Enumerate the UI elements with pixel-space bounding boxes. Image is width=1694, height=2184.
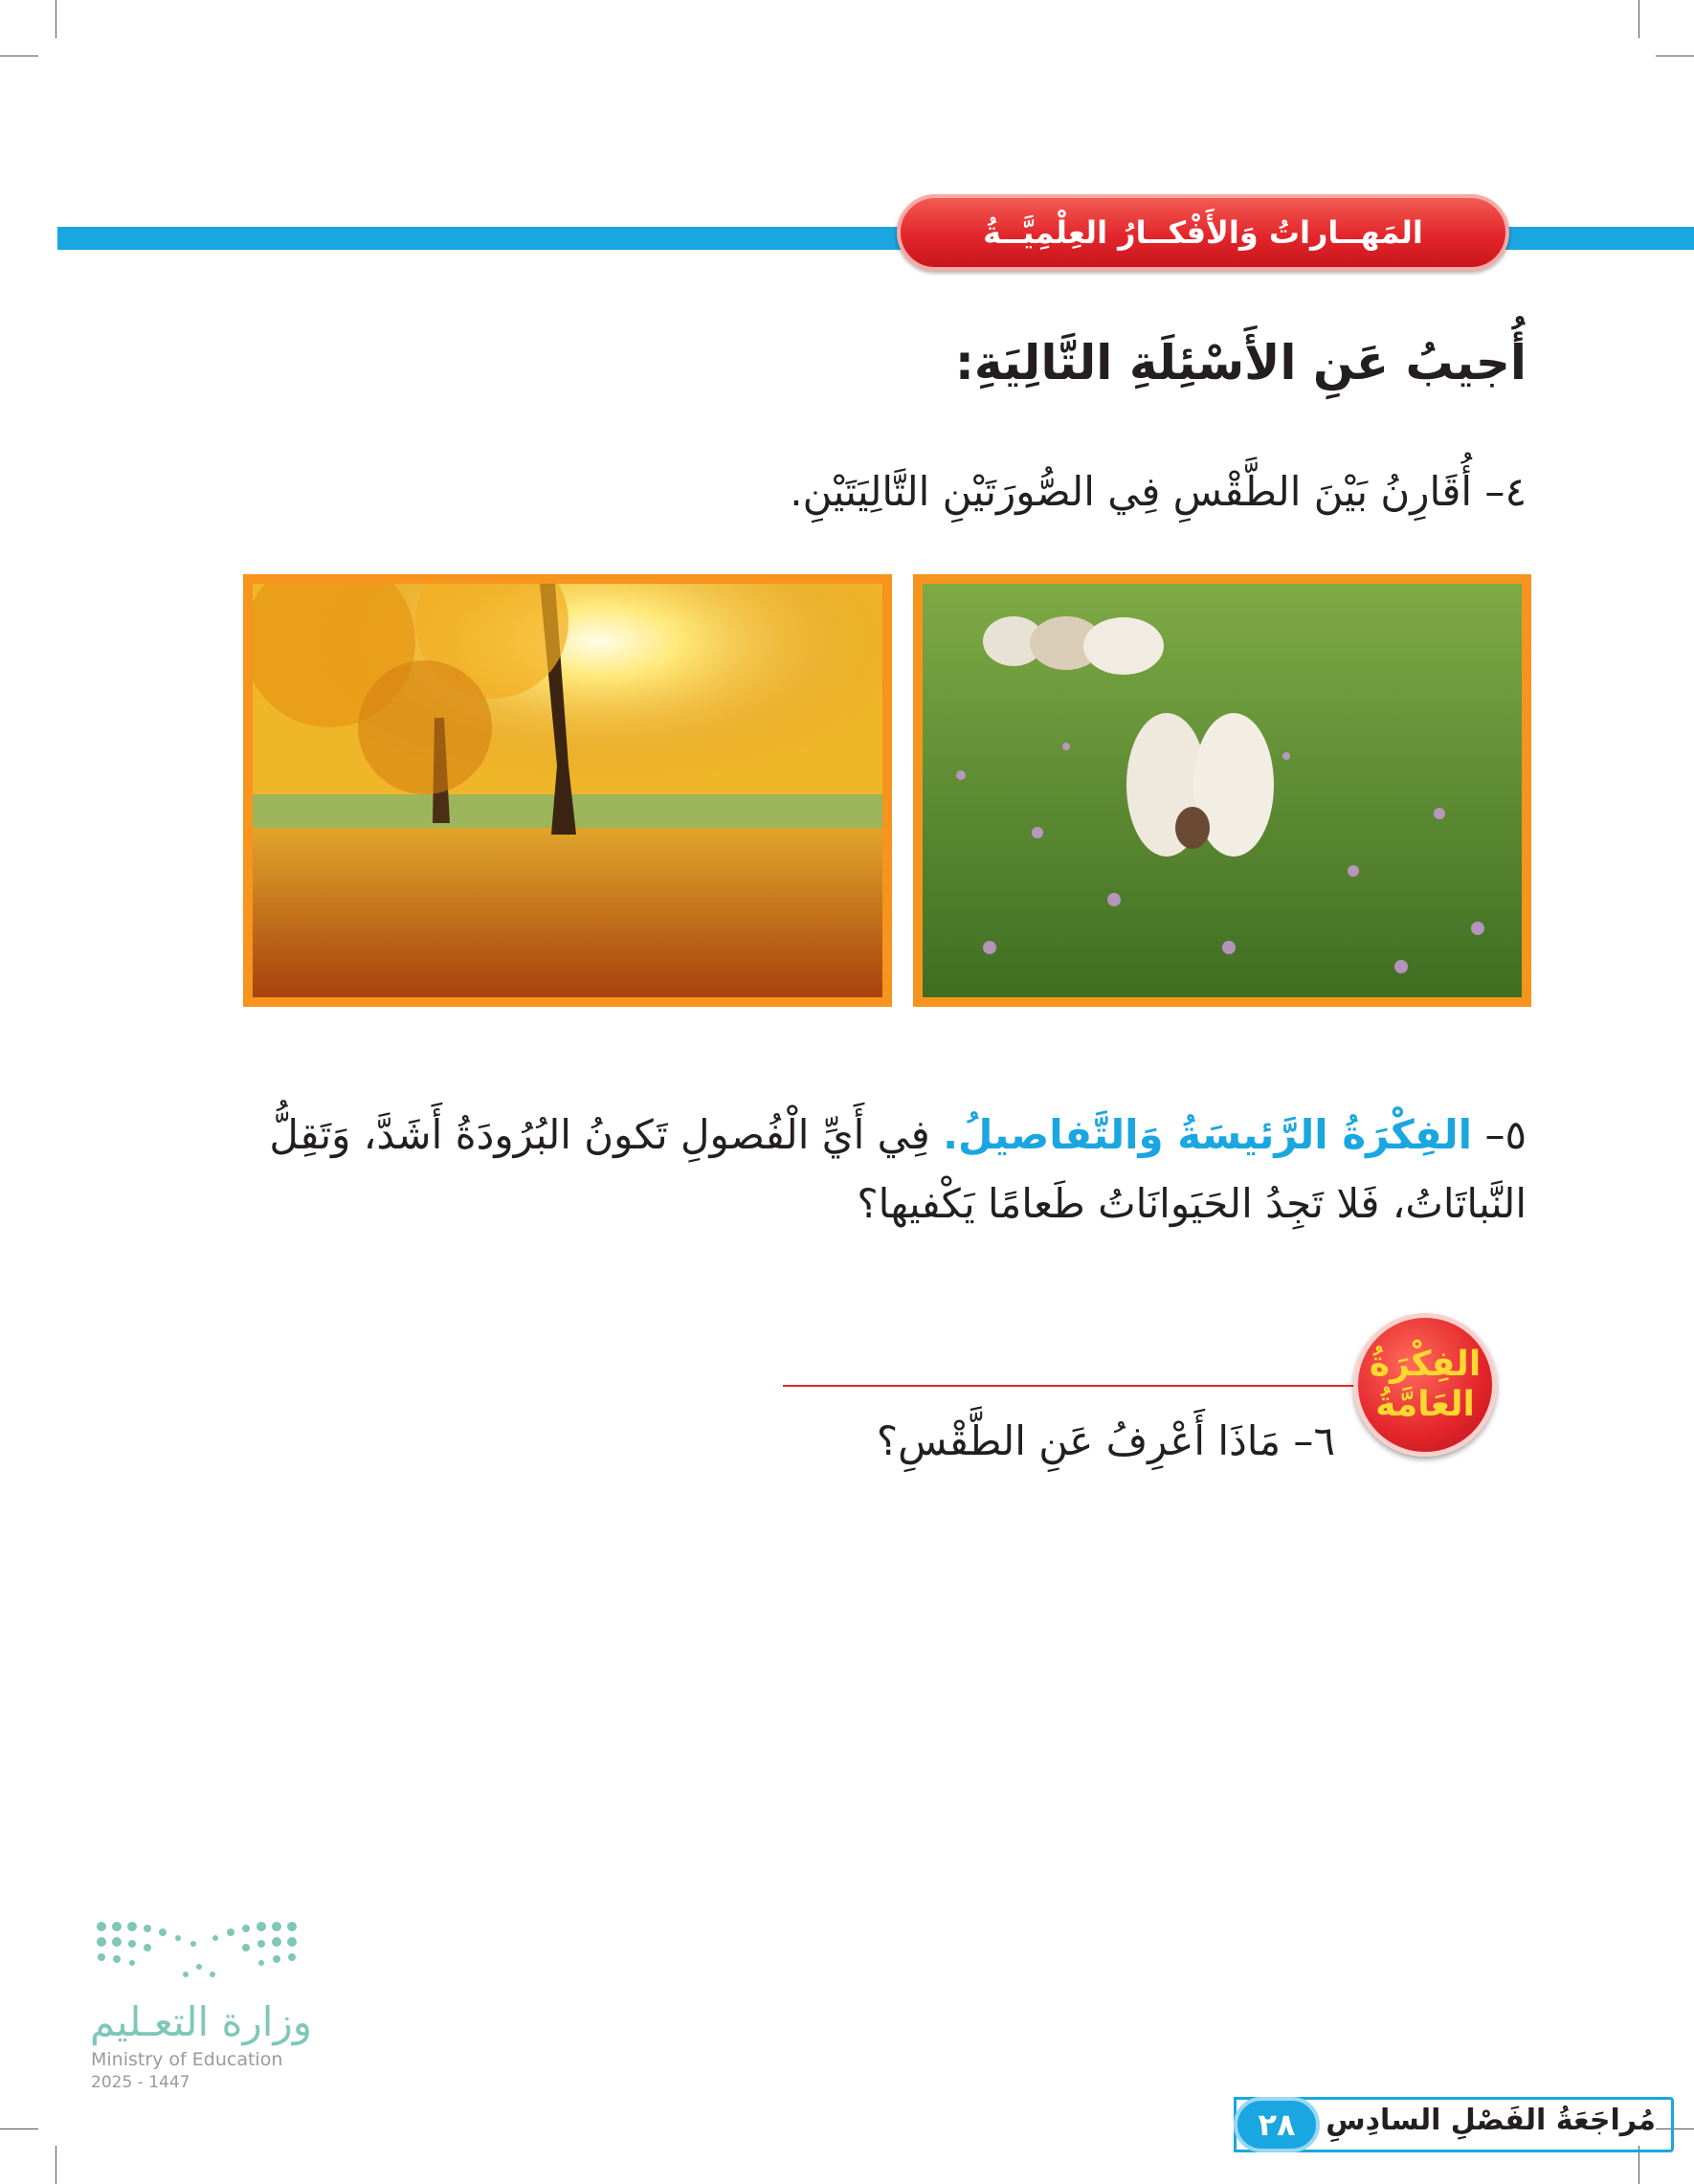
question-5-number: ٥– xyxy=(1484,1111,1527,1158)
badge-line-2: العَامَّةُ xyxy=(1375,1385,1475,1424)
instructions-heading: أُجيبُ عَنِ الأَسْئِلَةِ التَّالِيَةِ: xyxy=(954,335,1527,390)
crop-mark xyxy=(0,2128,38,2129)
badge-rule xyxy=(783,1385,1381,1387)
crop-mark xyxy=(1638,0,1639,38)
question-5 xyxy=(148,1101,1527,1238)
question-5-skill: الفِكْرَةُ الرَّئيسَةُ وَالتَّفاصيلُ. xyxy=(943,1111,1473,1158)
question-4: ٤– أُقَارِنُ بَيْنَ الطَّقْسِ فِي الصُّورَتَيْنِ التَّالِيَتَيْنِ. xyxy=(790,468,1527,515)
footer-title: مُراجَعَةُ الفَصْلِ السادِسِ xyxy=(1326,2104,1656,2137)
question-5-text: فِي أَيِّ الْفُصولِ تَكونُ البُرُودَةُ أَشَدَّ، وَتَقِلُّ النَّباتَاتُ، فَلا تَجِدُ الحَيَوانَاتُ طَعامًا يَكْفيها؟ xyxy=(269,1111,1527,1227)
ministry-year: 2025 - 1447 xyxy=(91,2073,190,2092)
page-number: ٢٨ xyxy=(1234,2097,1320,2152)
ministry-logo-icon xyxy=(94,1919,300,1986)
autumn-photo xyxy=(243,574,892,1007)
ministry-name-english: Ministry of Education xyxy=(91,2049,283,2070)
main-idea-badge xyxy=(1353,1313,1497,1457)
section-title-pill xyxy=(897,194,1509,271)
section-title: المَهــاراتُ وَالأَفْكــارُ العِلْمِيَّــةُ xyxy=(983,214,1423,251)
ministry-name-arabic: وزارة التعـليم xyxy=(89,1998,313,2045)
spring-photo xyxy=(913,574,1531,1007)
badge-line-1: الفِكْرَةُ xyxy=(1369,1345,1482,1384)
question-6: ٦– مَاذَا أَعْرِفُ عَنِ الطَّقْسِ؟ xyxy=(876,1417,1335,1464)
